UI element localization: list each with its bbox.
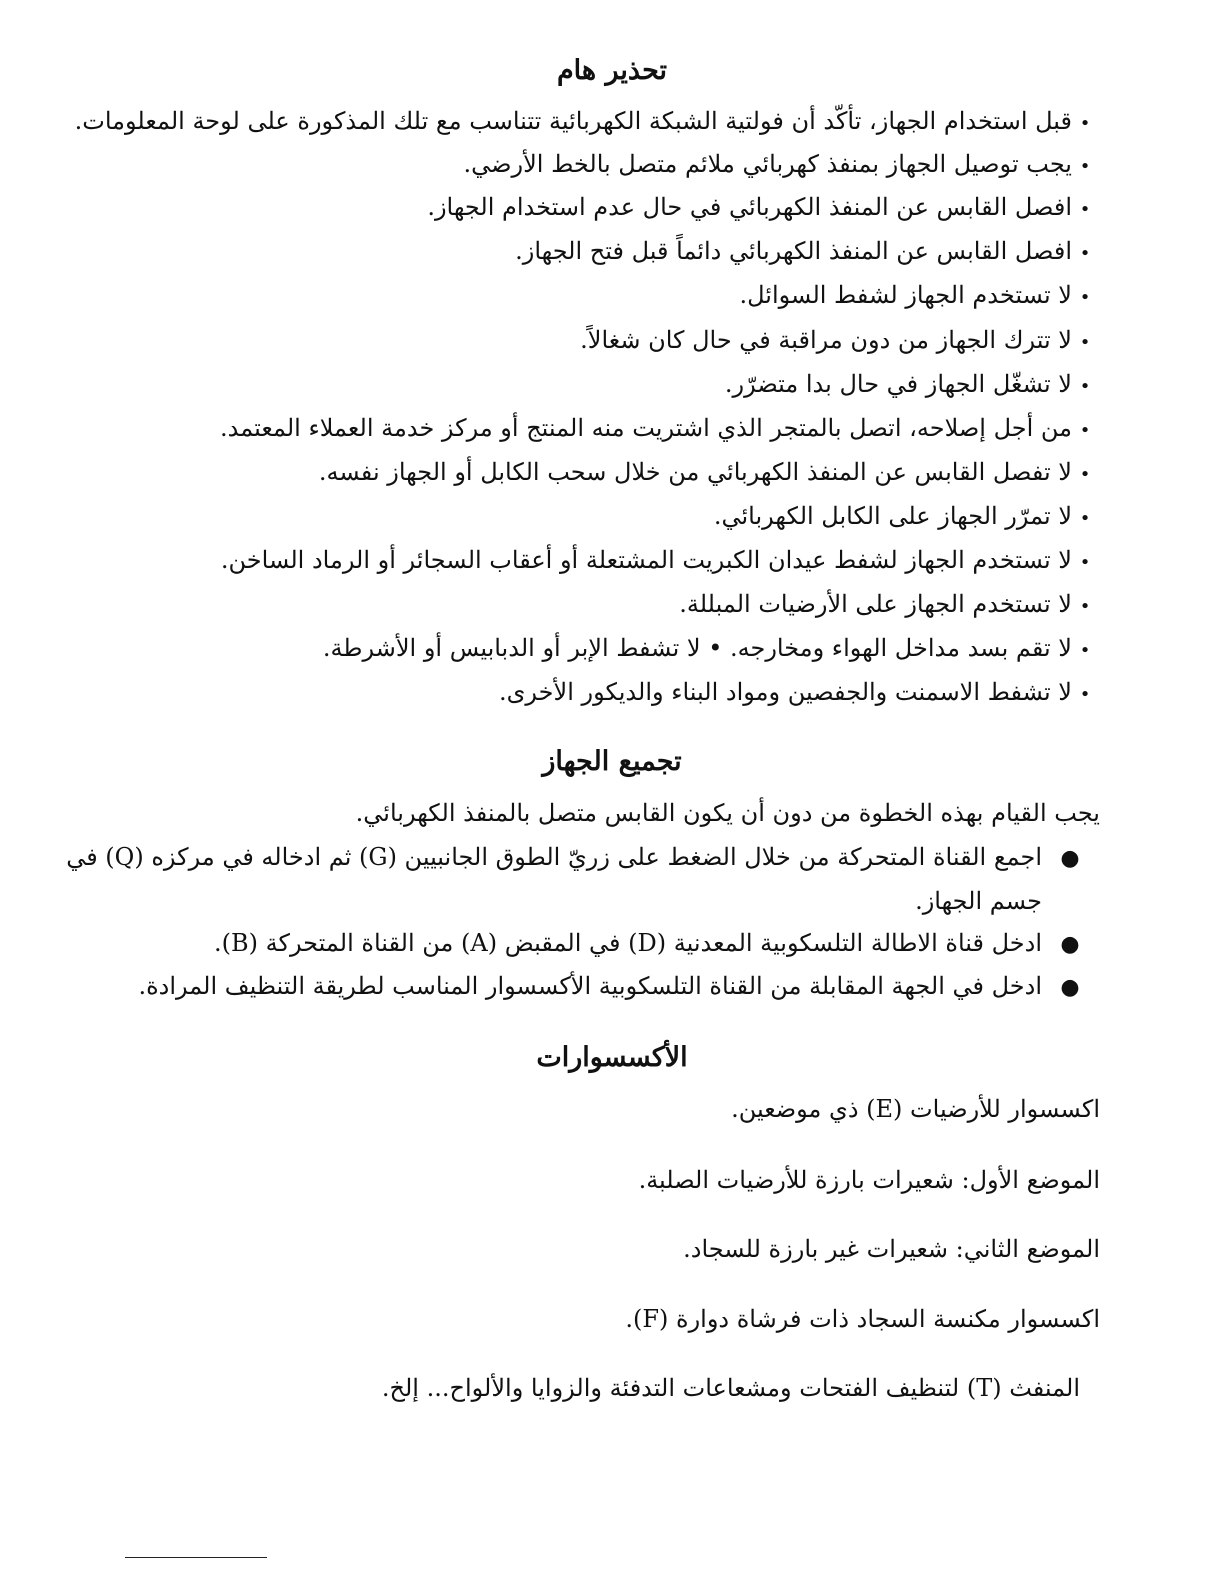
warning-heading: تحذير هام	[556, 55, 668, 86]
warning-item: •لا تستخدم الجهاز لشفط عيدان الكبريت المشتعلة أو أعقاب السجائر أو الرماد الساخن.	[221, 543, 1098, 580]
warning-item: •قبل استخدام الجهاز، تأكّد أن فولتية الشبكة الكهربائية تتناسب مع تلك المذكورة على لوحة المعلومات.	[75, 104, 1098, 141]
assembly-step: ●ادخل في الجهة المقابلة من القناة التلسكوبية الأكسسوار المناسب لطريقة التنظيف المرادة.	[138, 969, 1098, 1005]
warning-item: •لا تترك الجهاز من دون مراقبة في حال كان شغالاً.	[580, 323, 1098, 360]
bullet-icon: •	[1079, 508, 1091, 529]
bullet-icon: •	[1079, 376, 1091, 397]
bullet-icon: •	[1079, 199, 1091, 220]
assembly-step: ●ادخل قناة الاطالة التلسكوبية المعدنية (D) في المقبض (A) من القناة المتحركة (B).	[214, 926, 1098, 962]
warning-item: •افصل القابس عن المنفذ الكهربائي في حال عدم استخدام الجهاز.	[427, 190, 1098, 227]
accessories-heading: الأكسسوارات	[536, 1042, 688, 1073]
bullet-icon: •	[1079, 464, 1091, 485]
assembly-step-continuation: جسم الجهاز.	[915, 887, 1042, 915]
accessory-line: المنفث (T) لتنظيف الفتحات ومشعاعات التدفئة والزوايا والألواح... إلخ.	[381, 1374, 1080, 1402]
bullet-icon: •	[1079, 113, 1091, 134]
assembly-heading: تجميع الجهاز	[542, 746, 682, 777]
bullet-icon: ●	[1060, 932, 1080, 957]
warning-item: •يجب توصيل الجهاز بمنفذ كهربائي ملائم متصل بالخط الأرضي.	[464, 147, 1098, 184]
bullet-icon: ●	[1060, 846, 1080, 871]
bullet-icon: •	[1079, 287, 1091, 308]
warning-item: •لا تستخدم الجهاز لشفط السوائل.	[739, 278, 1098, 315]
bullet-icon: •	[1079, 156, 1091, 177]
accessory-line: اكسسوار للأرضيات (E) ذي موضعين.	[731, 1095, 1100, 1123]
assembly-step: ●اجمع القناة المتحركة من خلال الضغط على زريّ الطوق الجانبيين (G) ثم ادخاله في مركزه (Q) في	[66, 840, 1098, 876]
bullet-icon: •	[1079, 420, 1091, 441]
bullet-icon: ●	[1060, 975, 1080, 1000]
bullet-icon: •	[1079, 596, 1091, 617]
assembly-intro: يجب القيام بهذه الخطوة من دون أن يكون القابس متصل بالمنفذ الكهربائي.	[355, 799, 1100, 827]
warning-item: •لا تستخدم الجهاز على الأرضيات المبللة.	[679, 587, 1098, 624]
footnote-divider	[125, 1557, 267, 1558]
accessory-line: اكسسوار مكنسة السجاد ذات فرشاة دوارة (F).	[625, 1305, 1100, 1333]
warning-item: •لا تمرّر الجهاز على الكابل الكهربائي.	[714, 499, 1098, 536]
accessory-line: الموضع الأول: شعيرات بارزة للأرضيات الصلبة.	[638, 1166, 1100, 1194]
warning-item: •من أجل إصلاحه، اتصل بالمتجر الذي اشتريت منه المنتج أو مركز خدمة العملاء المعتمد.	[220, 411, 1098, 448]
bullet-icon: •	[1079, 243, 1091, 264]
bullet-icon: •	[1079, 552, 1091, 573]
warning-item: •افصل القابس عن المنفذ الكهربائي دائماً قبل فتح الجهاز.	[515, 234, 1098, 271]
bullet-icon: •	[1079, 640, 1091, 661]
bullet-icon: •	[1079, 332, 1091, 353]
warning-item: •لا تقم بسد مداخل الهواء ومخارجه. • لا تشفط الإبر أو الدبابيس أو الأشرطة.	[323, 631, 1098, 668]
warning-item: •لا تشغّل الجهاز في حال بدا متضرّر.	[725, 367, 1098, 404]
warning-item: •لا تفصل القابس عن المنفذ الكهربائي من خلال سحب الكابل أو الجهاز نفسه.	[319, 455, 1098, 492]
bullet-icon: •	[1079, 684, 1091, 705]
accessory-line: الموضع الثاني: شعيرات غير بارزة للسجاد.	[683, 1235, 1100, 1263]
warning-item: •لا تشفط الاسمنت والجفصين ومواد البناء والديكور الأخرى.	[499, 675, 1098, 712]
